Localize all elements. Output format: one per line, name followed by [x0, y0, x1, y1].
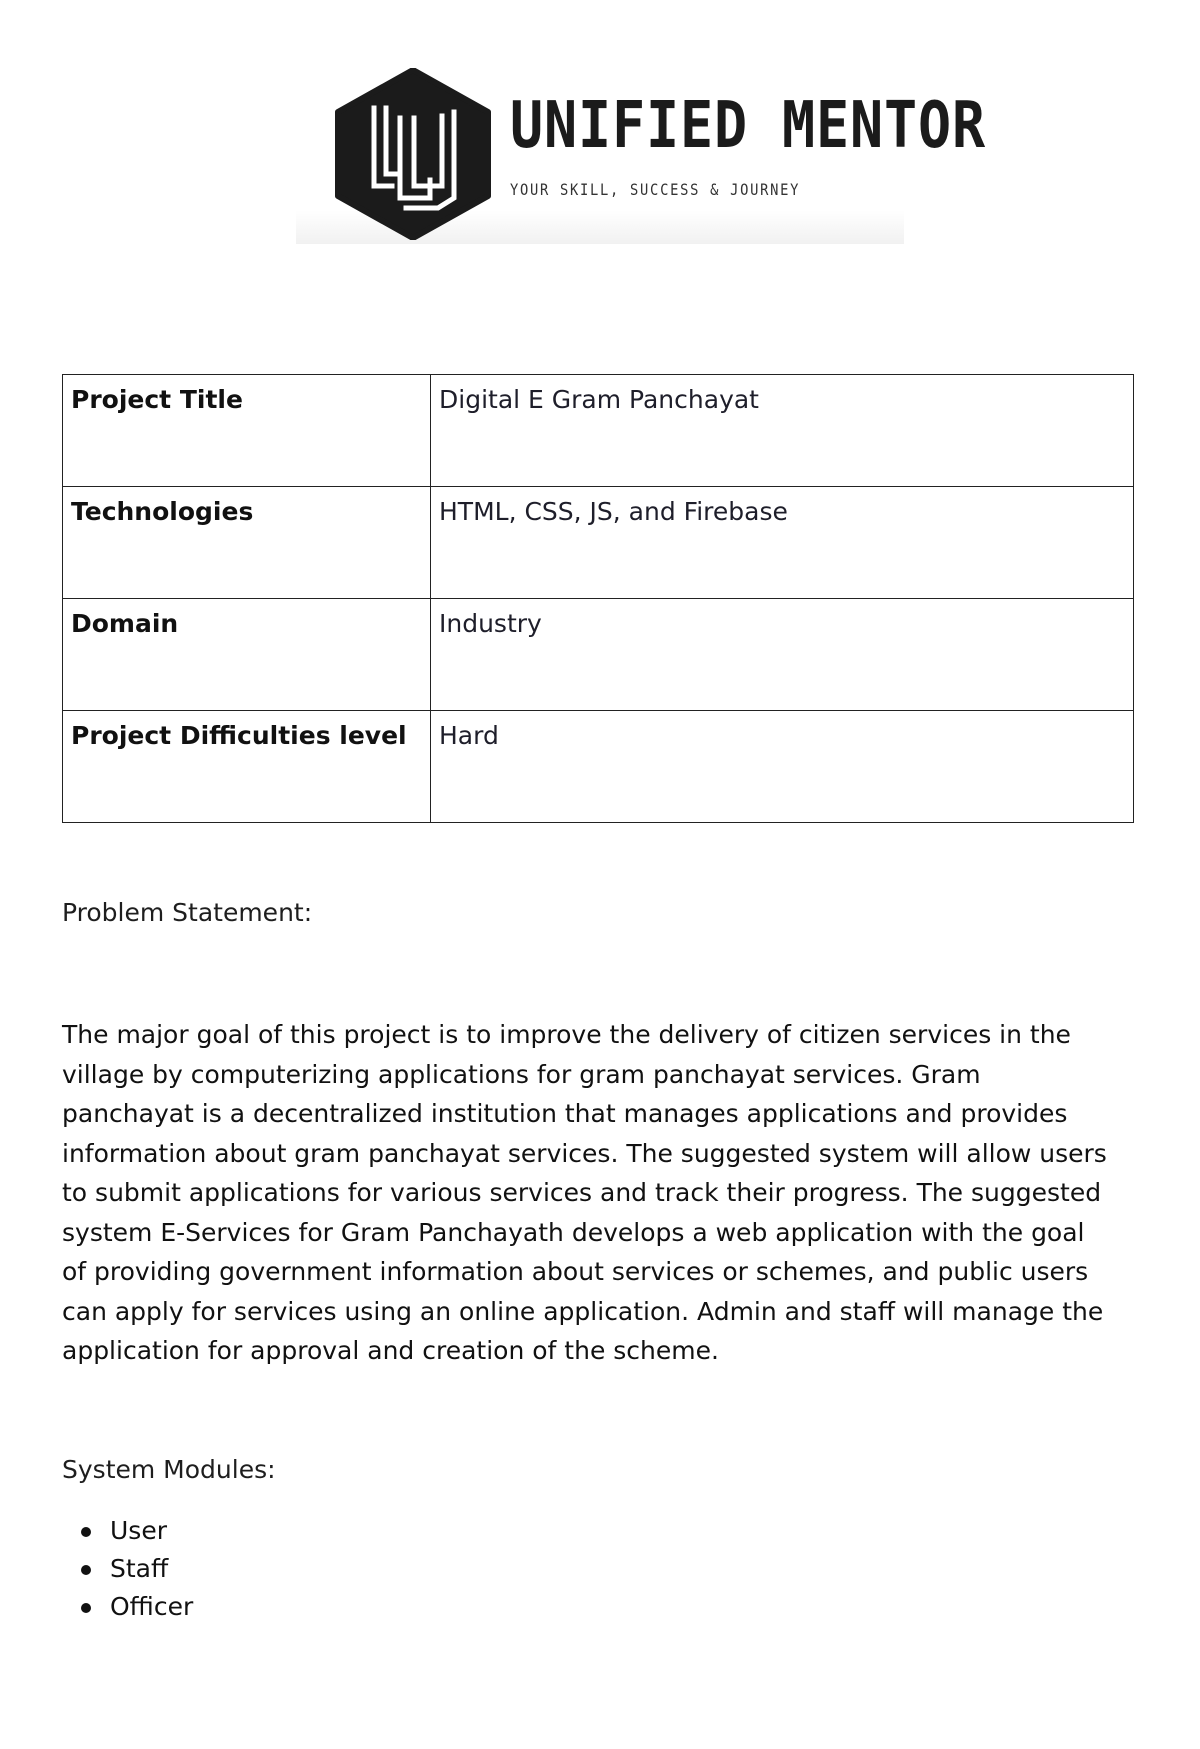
logo	[296, 58, 986, 244]
domain-value: Industry	[431, 599, 1134, 711]
difficulty-label: Project Difficulties level	[63, 711, 431, 823]
project-info-table	[62, 374, 1134, 823]
paragraph-line: village by computerizing applications for gram panchayat services. Gram	[62, 1059, 981, 1089]
paragraph-line: information about gram panchayat services. The suggested system will allow users	[62, 1138, 1107, 1168]
table-row	[63, 375, 1134, 487]
module-label: Staff	[110, 1554, 169, 1583]
paragraph-line: can apply for services using an online application. Admin and staff will manage the	[62, 1296, 1104, 1326]
paragraph-line: panchayat is a decentralized institution that manages applications and provides	[62, 1099, 1068, 1128]
logo-tagline: YOUR SKILL, SUCCESS & JOURNEY	[510, 180, 801, 199]
paragraph-line: to submit applications for various services and track their progress. The suggested	[62, 1178, 1102, 1207]
bullet-icon	[81, 1565, 91, 1575]
list-item	[62, 1588, 193, 1626]
list-item	[62, 1550, 193, 1588]
domain-label: Domain	[63, 599, 431, 711]
technologies-value: HTML, CSS, JS, and Firebase	[431, 487, 1134, 599]
system-modules-list	[62, 1512, 193, 1626]
table-row	[63, 487, 1134, 599]
difficulty-value: Hard	[431, 711, 1134, 823]
technologies-label: Technologies	[63, 487, 431, 599]
module-label: Officer	[110, 1592, 194, 1621]
table-row	[63, 599, 1134, 711]
system-modules-heading: System Modules:	[62, 1455, 276, 1484]
problem-statement-heading: Problem Statement:	[62, 898, 313, 927]
paragraph-line: system E-Services for Gram Panchayath develops a web application with the goal	[62, 1217, 1085, 1247]
bullet-icon	[81, 1603, 91, 1613]
paragraph-line: application for approval and creation of the scheme.	[62, 1336, 719, 1365]
list-item	[62, 1512, 193, 1550]
paragraph-line: of providing government information about services or schemes, and public users	[62, 1257, 1089, 1286]
table-row	[63, 711, 1134, 823]
project-title-value: Digital E Gram Panchayat	[431, 375, 1134, 487]
logo-name: UNIFIED MENTOR	[510, 89, 986, 163]
project-title-label: Project Title	[63, 375, 431, 487]
module-label: User	[110, 1516, 167, 1545]
problem-statement-paragraph	[62, 1015, 1142, 1371]
paragraph-line: The major goal of this project is to improve the delivery of citizen services in the	[62, 1020, 1071, 1049]
bullet-icon	[81, 1527, 91, 1537]
unified-mentor-logo-icon	[334, 68, 492, 240]
